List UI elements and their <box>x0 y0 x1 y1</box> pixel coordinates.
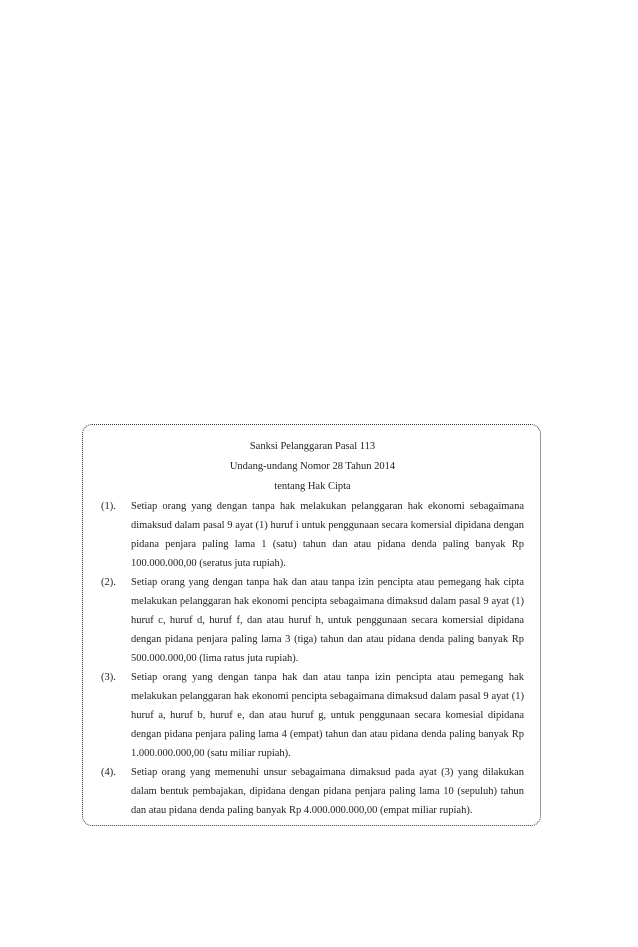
sanction-item <box>101 763 524 820</box>
copyright-sanction-box <box>82 424 541 826</box>
sanction-item-text: Setiap orang yang dengan tanpa hak melakukan pelanggaran hak ekonomi sebagaimana dimaksud dalam pasal 9 ayat (1) huruf i untuk penggunaan secara komersial dipidana dengan pidana penjara paling lama 1 (satu) tahun dan atau pidana denda paling banyak Rp 100.000.000,00 (seratus juta rupiah). <box>131 501 524 569</box>
sanction-item-text: Setiap orang yang memenuhi unsur sebagaimana dimaksud pada ayat (3) yang dilakukan dalam bentuk pembajakan, dipidana dengan pidana penjara paling lama 10 (sepuluh) tahun dan atau pidana denda paling banyak Rp 4.000.000.000,00 (empat miliar rupiah). <box>131 767 524 816</box>
sanction-title-line-2: Undang-undang Nomor 28 Tahun 2014 <box>229 461 396 472</box>
sanction-item-number: (4). <box>101 767 116 778</box>
sanction-item-number: (2). <box>101 577 116 588</box>
sanction-item-text: Setiap orang yang dengan tanpa hak dan atau tanpa izin pencipta atau pemegang hak cipta melakukan pelanggaran hak ekonomi pencipta sebagaimana dimaksud dalam pasal 9 ayat (1) huruf c, huruf d, huruf f, dan atau huruf h, untuk penggunaan secara komersial dipidana dengan pidana penjara paling lama 3 (tiga) tahun dan atau pidana denda paling banyak Rp 500.000.000,00 (lima ratus juta rupiah). <box>131 577 524 664</box>
sanction-item-number: (3). <box>101 672 116 683</box>
sanction-item <box>101 573 524 668</box>
sanction-item <box>101 497 524 573</box>
sanction-list <box>101 497 524 820</box>
sanction-item-number: (1). <box>101 501 116 512</box>
sanction-title-line-1: Sanksi Pelanggaran Pasal 113 <box>249 441 376 452</box>
sanction-item-text: Setiap orang yang dengan tanpa hak dan atau tanpa izin pencipta atau pemegang hak melakukan pelanggaran hak ekonomi pencipta sebagaimana dimaksud dalam pasal 9 ayat (1) huruf a, huruf b, huruf e, dan atau huruf g, untuk penggunaan secara komesial dipidana dengan pidana penjara paling lama 4 (empat) tahun dan atau pidana denda paling banyak Rp 1.000.000.000,00 (satu miliar rupiah). <box>131 672 524 759</box>
sanction-item <box>101 668 524 763</box>
sanction-title-line-3: tentang Hak Cipta <box>274 481 351 492</box>
